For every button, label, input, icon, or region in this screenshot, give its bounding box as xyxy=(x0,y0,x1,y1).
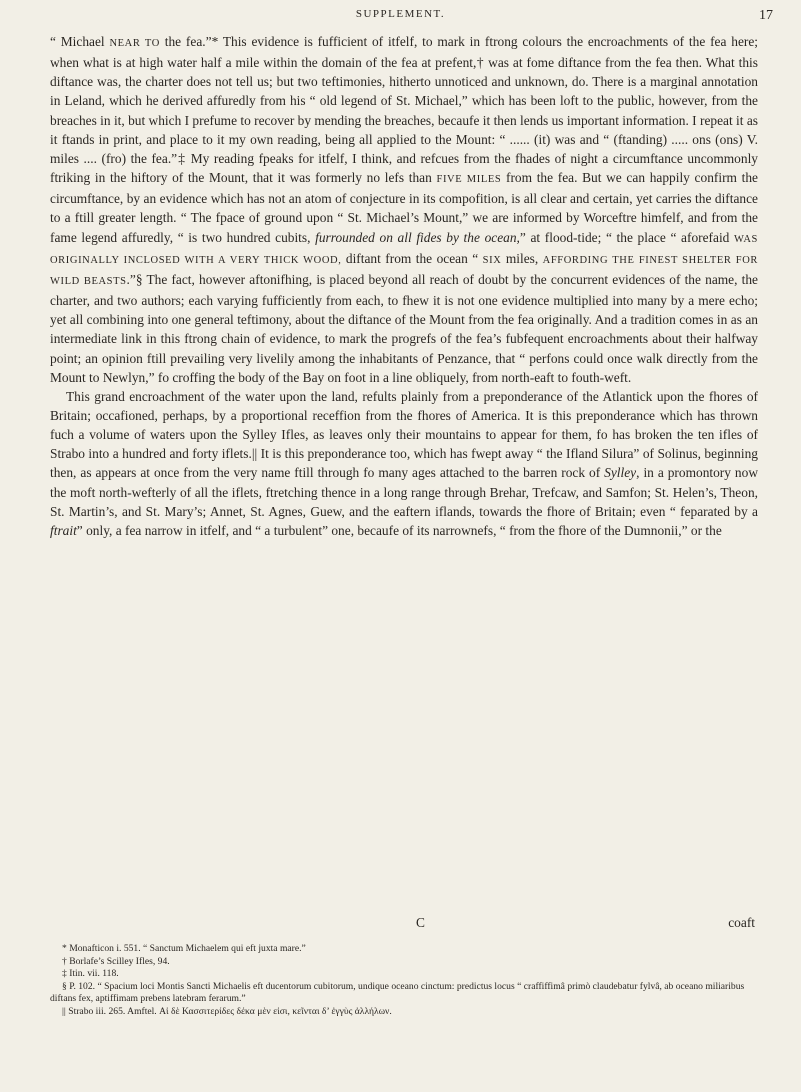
small-caps-text: WAS ORIGINALLY INCLOSED WITH A VERY THICK WOOD, xyxy=(50,233,758,266)
small-caps-text: NEAR TO xyxy=(109,38,160,49)
running-head-title: SUPPLEMENT. xyxy=(355,8,446,20)
catchword: coaft xyxy=(728,915,755,930)
small-caps-text: AFFORDING THE FINEST SHELTER FOR WILD BEASTS xyxy=(50,254,759,287)
footnote: ‡ Itin. vii. 118. xyxy=(62,968,119,979)
paragraph xyxy=(50,387,758,540)
small-caps-text: FIVE MILES xyxy=(436,174,502,186)
text-run: miles, xyxy=(501,250,543,266)
text-run: .”§ The fact, however aftonifhing, is placed beyond all reach of doubt by the concurrent evidences of the name, the charter, and two authors; each varying fufficiently from each, to fhew it is not one evidence multiplied into many by a mere echo; yet all combining into one general teftimony, about the diftance of the Mount from the fea originally. And a tradition comes in as an intermediate link in this ftrong chain of evidence, to mark the progrefs of the fea’s fubfequent encroachments about their halfway point; an opinion ftill prevailing very livelily among the inhabitants of Penzance, that “ perfons could once walk directly from the Mount to Newlyn,” fo croffing the body of the Bay on foot in a line obliquely, from north-eaft to fouth-weft. xyxy=(50,271,758,385)
small-caps-text: SIX xyxy=(482,254,502,266)
text-run: ” only, a fea narrow in itfelf, and “ a turbulent” one, becaufe of its narrownefs, “ from the fhore of the Dumnonii,” or the xyxy=(76,522,722,538)
signature-mark: C xyxy=(416,915,425,930)
italic-text: ftrait xyxy=(50,522,77,538)
text-run: This grand encroachment of the water upon the land, refults plainly from a preponderance of the Atlantick upon the fhores of Britain; occafioned, perhaps, by a proportional receffion from the fhores of America. It is this preponderance which has thrown fuch a volume of waters upon the Sylley Ifles, as leaves only their mountains to appear for them, fo has broken the ten ifles of Strabo into a hundred and forty iflets.|| It is this preponderance too, which has fwept away “ the Ifland Silura” of Solinus, beginning then, as appears at once from the very name ftill through fo many ages attached to the barren rock of xyxy=(50,388,758,481)
text-run: from the fea. But we can happily confirm the circumftance, by an evidence which has not an atom of conjecture in its compofition, is all clear and certain, yet carries the diftance to a ftill greater length. “ The fpace of ground upon “ St. Michael’s Mount,” we are informed by Worceftre himfelf, and from the fame legend affuredly, “ is two hundred cubits, xyxy=(50,170,758,245)
running-head xyxy=(0,8,801,28)
text-run: , in a promontory now the moft north-wefterly of all the iflets, ftretching thence in a long range through Brehar, Trefcaw, and Samfon; St. Helen’s, Theon, St. Martin’s, and St. Mary’s; Annet, St. Agnes, Guew, and the eaftern iflands, towards the fhore of Britain; even “ feparated by a xyxy=(50,465,758,519)
footnote: * Monafticon i. 551. “ Sanctum Michaelem qui eft juxta mare.” xyxy=(62,943,306,954)
page-number: 17 xyxy=(759,8,773,23)
italic-text: Sylley xyxy=(604,465,637,481)
italic-text: furrounded on all fides by the ocean, xyxy=(315,229,520,245)
footnotes xyxy=(50,943,758,1018)
footnote: § P. 102. “ Spacium loci Montis Sancti Michaelis eft ducentorum cubitorum, undique oceano cinctum: predictus locus “ craffiffimâ primò claudebatur fylvâ, ab oceano miliaribus diftans fex, aptiffimam prebens latebram ferarum.” xyxy=(50,980,745,1004)
text-run: “ Michael xyxy=(50,34,110,49)
text-run: ” at flood-tide; “ the place “ aforefaid xyxy=(519,229,735,245)
footnote: || Strabo iii. 265. Amftel. Αἱ δὲ Κασσιτερίδες δέκα μὲν εἰσι, κεῖνται δ’ ἐγγὺς ἀλλήλων. xyxy=(62,1005,392,1017)
footnote: † Borlafe’s Scilley Ifles, 94. xyxy=(62,955,170,967)
text-run: the fea.”* This evidence is fufficient of itfelf, to mark in ftrong colours the encroachments of the fea here; when what is at high water half a mile within the domain of the fea at prefent,† was at fome diftance from the fea then. What this diftance was, the charter does not tell us; but two teftimonies, hitherto unnoticed and unknown, do. There is a marginal annotation in Leland, which he derived affuredly from his “ old legend of St. Michael,” which has been loft to the public, however, from the breaches in it, but which I prefume to recover by mending the breaches, becaufe it then lends us important information. I repeat it as it ftands in print, and place to it my own reading, being all applied to the Mount: “ ...... (it) was and “ (ftanding) ..... ons (ons) V. miles .... (fro) the fea.”‡ My reading fpeaks for itfelf, I think, and refcues from the fhades of night a circumftance uncommonly ftriking in the hiftory of the Mount, that it was formerly no lefs than xyxy=(50,34,759,186)
signature-line xyxy=(0,915,801,935)
body-text xyxy=(50,32,758,540)
paragraph xyxy=(50,32,758,387)
text-run: diftant from the ocean “ xyxy=(341,250,483,266)
